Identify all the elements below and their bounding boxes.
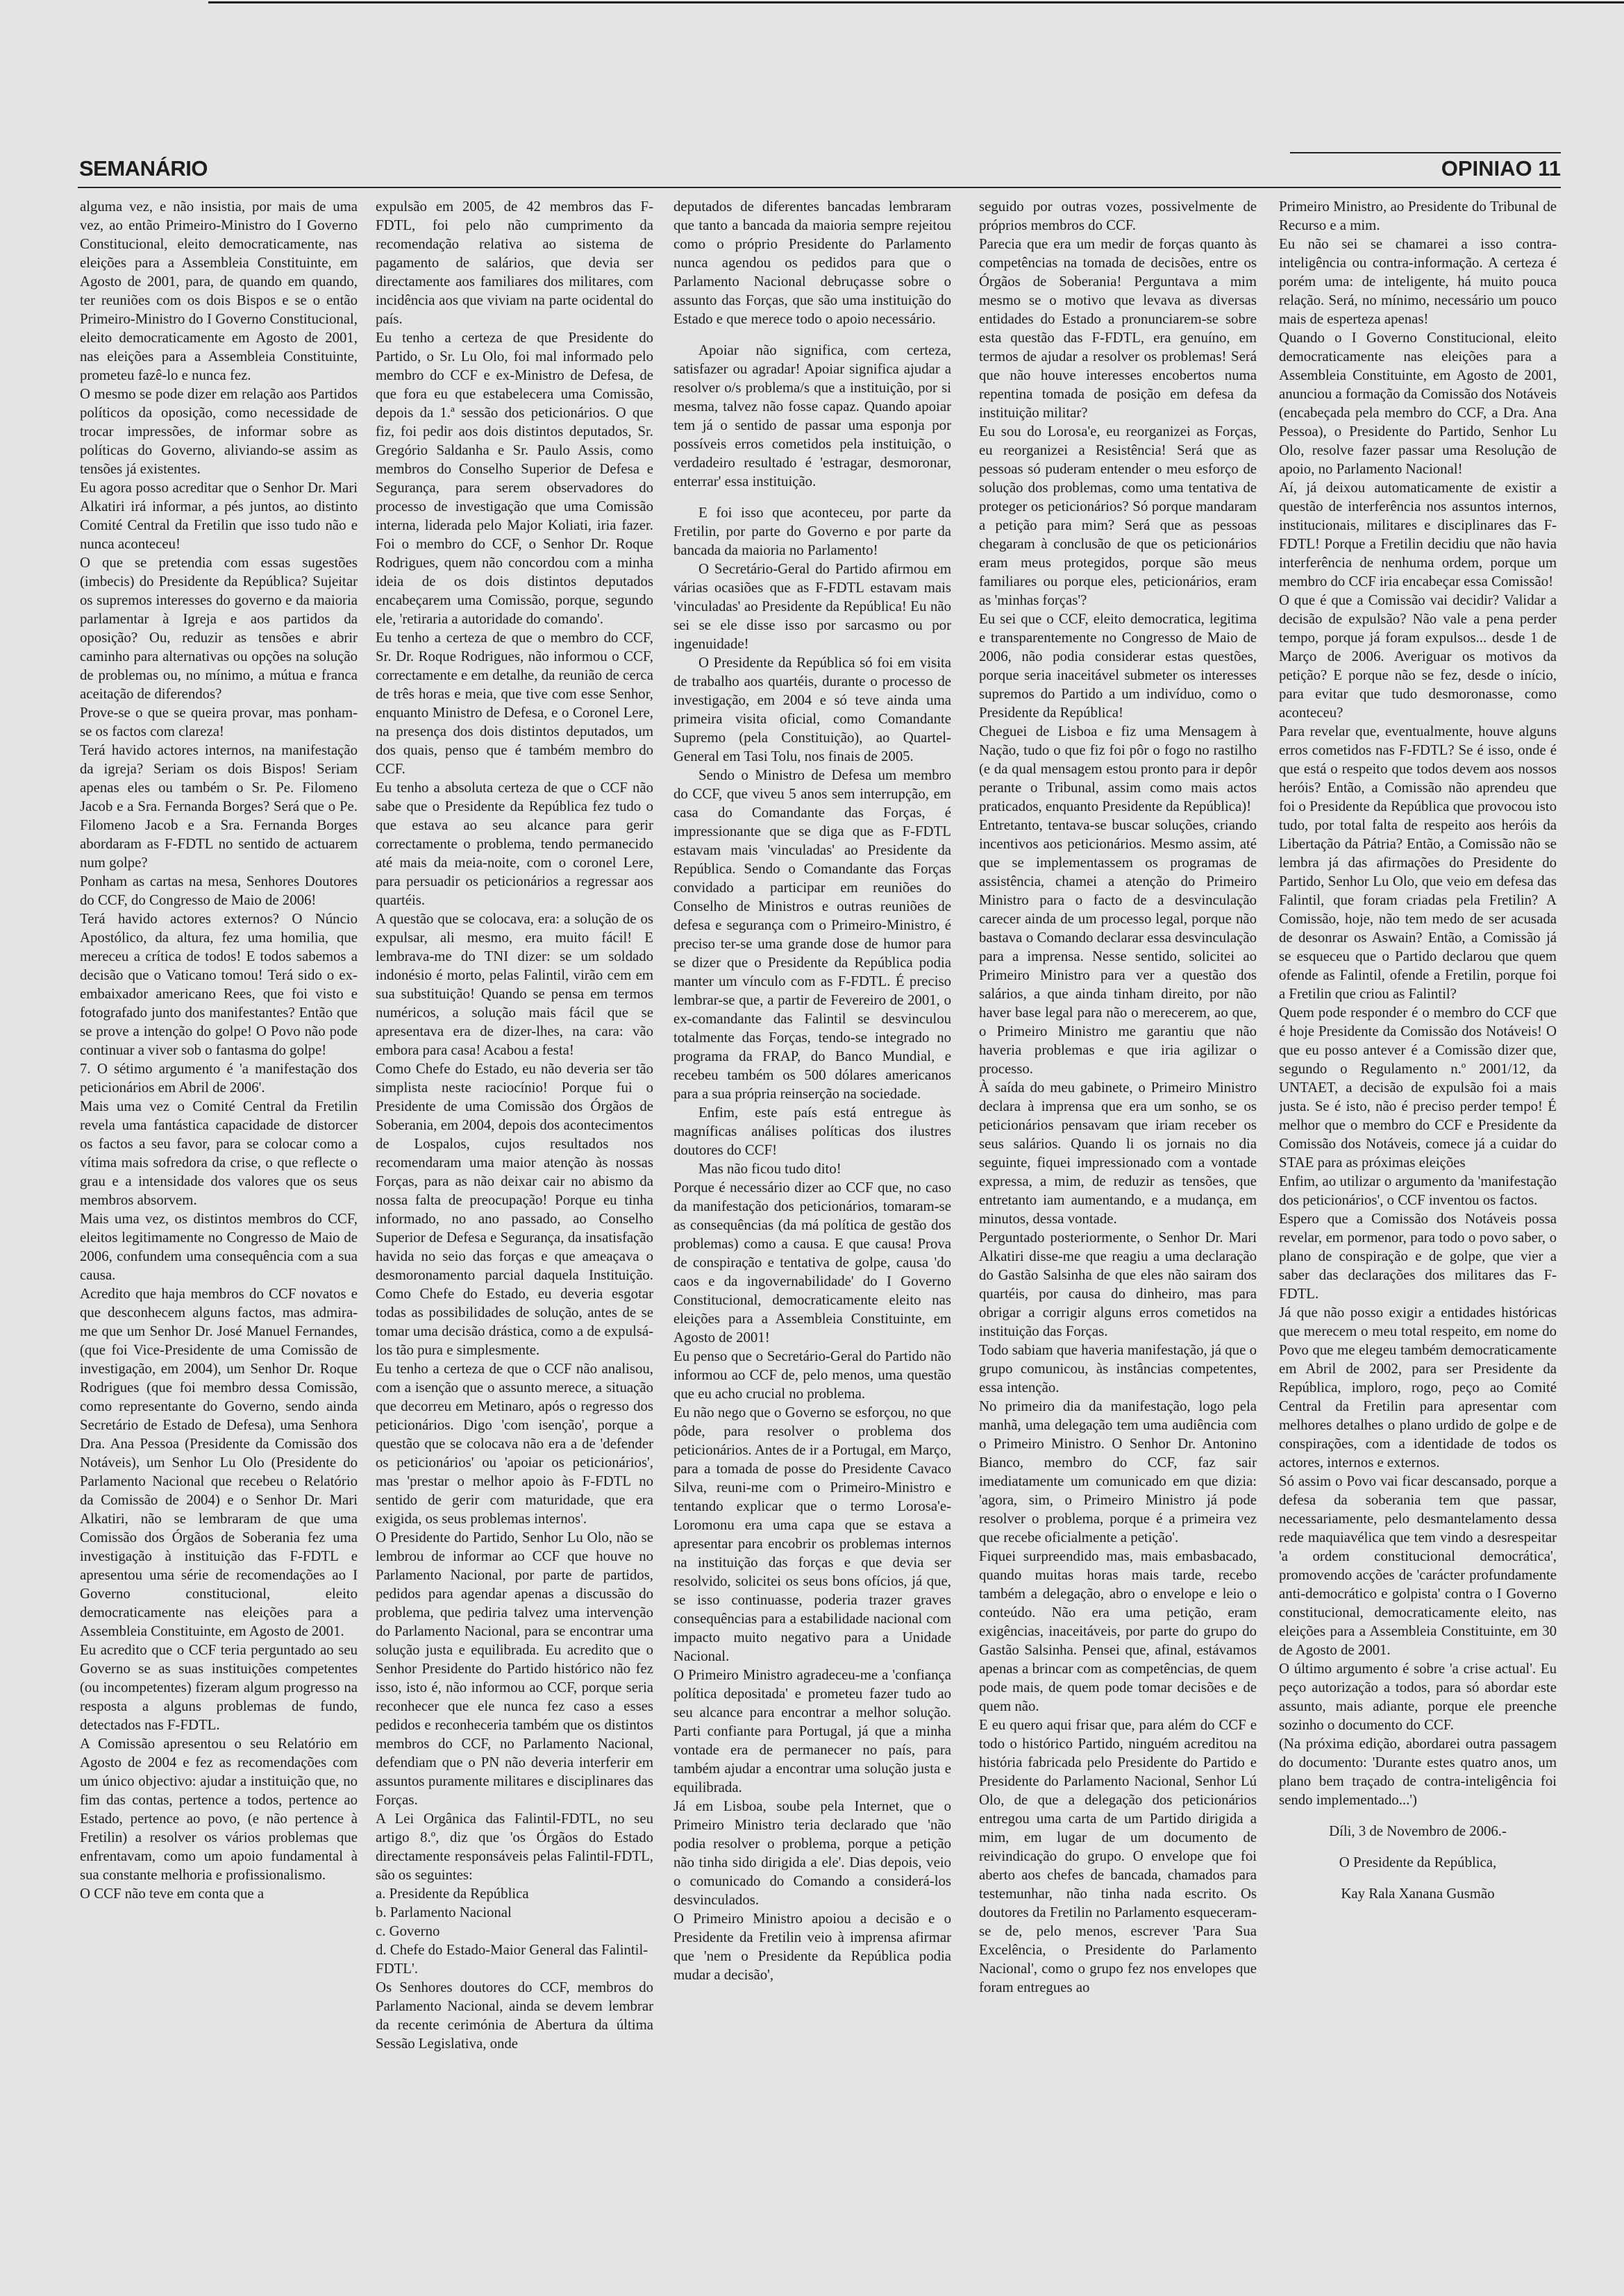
paragraph: Enfim, ao utilizar o argumento da 'manifestação dos peticionários', o CCF inventou os factos. — [1279, 1173, 1557, 1208]
paragraph: E eu quero aqui frisar que, para além do CCF e todo o histórico Partido, ninguém acreditou na história fabricada pelo Presidente do Partido e Presidente do Parlamento Nacional, Senhor Lú Olo, de que a delegação dos peticionários entregou uma carta de um Partido dirigida a mim, em lugar de um documento de reivindicação do grupo. O envelope que foi aberto aos chefes de bancada, chamados para testemunhar, não tinha nada escrito. Os doutores da Fretilin no Parlamento esqueceram-se de, pelo menos, escrever 'Para Sua Excelência, o Presidente do Parlamento Nacional', como o grupo fez nos envelopes que foram entregues ao — [979, 1717, 1257, 1995]
paragraph: Acredito que haja membros do CCF novatos e que desconhecem alguns factos, mas admira-me que um Senhor Dr. José Manuel Fernandes, (que foi Vice-Presidente de uma Comissão de investigação, em 2004), um Senhor Dr. Roque Rodrigues (que foi membro dessa Comissão, como representante do Governo, sendo ainda Secretário de Estado de Defesa), uma Senhora Dra. Ana Pessoa (Presidente da Comissão dos Notáveis), um Senhor Lu Olo (Presidente do Parlamento Nacional que recebeu o Relatório da Comissão de 2004) e o Senhor Dr. Mari Alkatiri, não se lembraram de que uma Comissão dos Órgãos de Soberania fez uma investigação à instituição das F-FDTL e apresentou uma série de recomendações ao I Governo constitucional, eleito democraticamente nas eleições para a Assembleia Constituinte, em Agosto de 2001. — [80, 1286, 358, 1639]
top-rule — [208, 1, 1624, 3]
paragraph: Eu tenho a certeza de que o CCF não analisou, com a isenção que o assunto merece, a situação que decorreu em Metinaro, após o regresso dos peticionários. Digo 'com isenção', porque a questão que se colocava não era a de 'defender os peticionários' ou 'apoiar os peticionários', mas 'prestar o melhor apoio às F-FDTL no sentido de gerir com maturidade, que era exigida, os seus problemas internos'. — [376, 1361, 653, 1527]
paragraph: Mas não ficou tudo dito! — [698, 1161, 842, 1177]
paragraph: Eu tenho a certeza de que Presidente do Partido, o Sr. Lu Olo, foi mal informado pelo membro do CCF e ex-Ministro de Defesa, de que fora eu que estabelecera uma Comissão, depois da 1.ª sessão dos peticionários. O que fiz, foi pedir aos dois distintos deputados, Sr. Gregório Saldanha e Sr. Paulo Assis, como membros do Conselho Superior de Defesa e Segurança, para serem observadores do processo de investigação que uma Comissão interna, liderada pelo Major Koliati, iria fazer. Foi o membro do CCF, o Senhor Dr. Roque Rodrigues, quem não concordou com a minha ideia de os dois distintos deputados encabeçarem uma Comissão, porque, segundo ele, 'retiraria a autoridade do comando'. — [376, 330, 653, 627]
paragraph: Parecia que era um medir de forças quanto às competências na tomada de decisões, entre os Órgãos de Soberania! Perguntava a mim mesmo se o motivo que levava as diversas entidades do Estado a pronunciarem-se sobre esta questão das F-FDTL, era genuíno, em termos de ajudar a resolver os problemas! Será que não houve interesses encobertos numa repentina tomada de posição em defesa da instituição militar? — [979, 236, 1257, 421]
text-column-5 — [1279, 197, 1557, 2252]
paragraph: Entretanto, tentava-se buscar soluções, criando incentivos aos peticionários. Mesmo assim, até que se implementassem os programas de assistência, chamei a atenção do Primeiro Ministro para o facto de a desvinculação carecer ainda de um processo legal, porque não bastava o Comando declarar essa desvinculação para a imprensa. Nesse sentido, solicitei ao Primeiro Ministro para ver a questão dos salários, a que ainda tinham direito, por não haver base legal para não o merecerem, ao que, o Primeiro Ministro me garantiu que não haveria problemas e que iria agilizar o processo. — [979, 817, 1257, 1077]
paragraph: d. Chefe do Estado-Maior General das Falintil-FDTL'. — [376, 1942, 648, 1977]
paragraph: Prove-se o que se queira provar, mas ponham-se os factos com clareza! — [80, 705, 358, 739]
section-page-label: OPINIAO 11 — [1441, 156, 1561, 181]
paragraph: Eu penso que o Secretário-Geral do Partido não informou ao CCF de, pelo menos, uma questão que eu acho crucial no problema. — [673, 1348, 951, 1402]
paragraph: A questão que se colocava, era: a solução de os expulsar, ali mesmo, era muito fácil! E lembrava-me do TNI dizer: se um soldado indonésio é morto, pelas Falintil, virão cem em sua substituição! Quando se pensa em termos numéricos, a solução mais fácil que se apresentava era de dizer-lhes, na cara: vão embora para casa! Acabou a festa! — [376, 911, 653, 1058]
text-column-1 — [80, 197, 358, 2252]
paragraph: 7. O sétimo argumento é 'a manifestação dos peticionários em Abril de 2006'. — [80, 1061, 358, 1096]
paragraph: b. Parlamento Nacional — [376, 1904, 512, 1920]
paragraph: Eu não nego que o Governo se esforçou, no que pôde, para resolver o problema dos peticionários. Antes de ir a Portugal, em Março, para a tomada de posse do Presidente Cavaco Silva, reuni-me com o Primeiro-Ministro e tentando explicar que o termo Lorosa'e-Loromonu era uma capa que se estava a apresentar para encobrir os problemas internos na instituição das forças e que devia ser resolvido, solicitei os seus bons ofícios, já que, se isso continuasse, poderia trazer graves consequências para a estabilidade nacional com impacto muito negativo para a Unidade Nacional. — [673, 1405, 951, 1664]
paragraph: c. Governo — [376, 1923, 440, 1939]
page-header — [78, 156, 1561, 187]
paragraph: (Na próxima edição, abordarei outra passagem do documento: 'Durante estes quatro anos, um plano bem traçado de contra-inteligência foi sendo implementado...') — [1279, 1736, 1557, 1808]
paragraph: Sendo o Ministro de Defesa um membro do CCF, que viveu 5 anos sem interrupção, em casa do Comandante das Forças, é impressionante que se diga que as F-FDTL estavam mais 'vinculadas' ao Presidente da República. Sendo o Comandante das Forças convidado a participar em reuniões do Conselho de Ministros e outras reuniões de defesa e segurança com o Primeiro-Ministro, é preciso ter-se uma grande dose de humor para se dizer que o Presidente da República podia manter um vínculo com as F-FDTL. É preciso lembrar-se que, a partir de Fevereiro de 2001, o ex-comandante das Falintil se desvinculou totalmente das Forças, tendo-se integrado no programa da FRAP, do Banco Mundial, e recebeu também os 500 dólares americanos para a sua própria reinserção na sociedade. — [673, 767, 951, 1102]
paragraph: E foi isso que aconteceu, por parte da Fretilin, por parte do Governo e por parte da bancada da maioria no Parlamento! — [673, 505, 951, 558]
paragraph: Mais uma vez o Comité Central da Fretilin revela uma fantástica capacidade de distorcer os factos a seu favor, para se colocar como a vítima mais sofredora da crise, o que reflecte o grau e a intensidade dos valores que os seus membros absorvem. — [80, 1098, 358, 1208]
paragraph: Fiquei surpreendido mas, mais embasbacado, quando muitas horas mais tarde, recebo também a delegação, abro o envelope e leio o conteúdo. Não era uma petição, eram exigências, inaceitáveis, por parte do grupo do Gastão Salsinha. Pensei que, afinal, estávamos apenas a brincar com as competências, de quem pode mais, de quem pode tomar decisões e de quem não. — [979, 1548, 1257, 1714]
paragraph: Primeiro Ministro, ao Presidente do Tribunal de Recurso e a mim. — [1279, 199, 1557, 233]
paragraph: No primeiro dia da manifestação, logo pela manhã, uma delegação tem uma audiência com o Primeiro Ministro. O Senhor Dr. Antonino Bianco, membro do CCF, faz sair imediatamente um comunicado em que dizia: 'agora, sim, o Primeiro Ministro já pode resolver o problema, porque é a primeira vez que recebe oficialmente a petição'. — [979, 1398, 1257, 1545]
paragraph: Já em Lisboa, soube pela Internet, que o Primeiro Ministro teria declarado que 'não podia resolver o problema, porque a petição não tinha sido dirigida a ele'. Dias depois, veio o comunicado do Comando a considerá-los desvinculados. — [673, 1798, 951, 1908]
section-rule — [1290, 152, 1561, 153]
paragraph: Os Senhores doutores do CCF, membros do Parlamento Nacional, ainda se devem lembrar da recente cerimónia de Abertura da última Sessão Legislativa, onde — [376, 1979, 653, 2052]
paragraph: O que se pretendia com essas sugestões (imbecis) do Presidente da República? Sujeitar os supremos interesses do governo e da maioria parlamentar à Igreja e aos partidos da oposição? Ou, reduzir as tensões e abrir caminho para alternativas ou opções na solução de problemas ou, no mínimo, a mútua e franca aceitação de diferendos? — [80, 555, 358, 702]
paragraph: O Presidente da República, — [1339, 1854, 1497, 1870]
paragraph: expulsão em 2005, de 42 membros das F-FDTL, foi pelo não cumprimento da recomendação relativa ao sistema de pagamento de salários, que devia ser directamente aos familiares dos militares, com incidência aos que viviam na parte ocidental do país. — [376, 199, 653, 327]
paragraph: Eu agora posso acreditar que o Senhor Dr. Mari Alkatiri irá informar, a pés juntos, ao distinto Comité Central da Fretilin que isso tudo não e nunca aconteceu! — [80, 480, 358, 552]
paragraph: Ponham as cartas na mesa, Senhores Doutores do CCF, do Congresso de Maio de 2006! — [80, 873, 358, 908]
paragraph: Só assim o Povo vai ficar descansado, porque a defesa da soberania tem que passar, necessariamente, pelo desmantelamento dessa rede maquiavélica que tem vindo a desrespeitar 'a ordem constitucional democrática', promovendo acções de 'carácter profundamente anti-democrático e golpista' contra o I Governo constitucional, democraticamente eleito, nas eleições para a Assembleia Constituinte, em 30 de Agosto de 2001. — [1279, 1473, 1557, 1658]
paragraph: O mesmo se pode dizer em relação aos Partidos políticos da oposição, como necessidade de trocar impressões, de informar sobre as políticas do Governo, aliviando-se assim as tensões já existentes. — [80, 386, 358, 477]
text-column-2 — [376, 197, 653, 2252]
paragraph: seguido por outras vozes, possivelmente de próprios membros do CCF. — [979, 199, 1257, 233]
paragraph: O Secretário-Geral do Partido afirmou em várias ocasiões que as F-FDTL estavam mais 'vinculadas' ao Presidente da República! Eu não sei se ele disse isso por sarcasmo ou por ingenuidade! — [673, 561, 951, 652]
paragraph: Terá havido actores internos, na manifestação da igreja? Seriam os dois Bispos! Seriam apenas eles ou também o Sr. Pe. Filomeno Jacob e a Sra. Fernanda Borges? Será que o Pe. Filomeno Jacob e a Sra. Fernanda Borges abordaram as F-FDTL no sentido de actuarem num golpe? — [80, 742, 358, 871]
paragraph: O último argumento é sobre 'a crise actual'. Eu peço autorização a todos, para só abordar este assunto, mais adiante, porque ele preenche sozinho o documento do CCF. — [1279, 1661, 1557, 1733]
paragraph: Quando o I Governo Constitucional, eleito democraticamente nas eleições para a Assembleia Constituinte, em Agosto de 2001, anunciou a formação da Comissão dos Notáveis (encabeçada pela membro do CCF, a Dra. Ana Pessoa), o Presidente do Partido, Senhor Lu Olo, resolve fazer passar uma Resolução de apoio, no Parlamento Nacional! — [1279, 330, 1557, 477]
paragraph: Eu tenho a absoluta certeza de que o CCF não sabe que o Presidente da República fez tudo o que estava ao seu alcance para gerir correctamente o problema, tendo permanecido até mais da meia-noite, com o coronel Lere, para persuadir os peticionários a regressar aos quartéis. — [376, 780, 653, 908]
paragraph: A Comissão apresentou o seu Relatório em Agosto de 2004 e fez as recomendações com um único objectivo: ajudar a instituição que, no fim das contas, pertence a todos, pertence ao Estado, pertence ao povo, (e não pertence à Fretilin) a resolver os vários problemas que enfrentavam, como um apoio fundamental à sua constante melhoria e profissionalismo. — [80, 1736, 358, 1883]
paragraph: Porque é necessário dizer ao CCF que, no caso da manifestação dos peticionários, tomaram-se as consequências (da má política de gestão dos problemas) como a causa. E que causa! Prova de conspiração e tentativa de golpe, causa 'do caos e da ingovernabilidade' do I Governo Constitucional, democraticamente eleito nas eleições para a Assembleia Constituinte, em Agosto de 2001! — [673, 1180, 951, 1346]
paragraph: Eu não sei se chamarei a isso contra-inteligência ou contra-informação. A certeza é porém uma: de inteligente, há muito pouca relação. Será, no mínimo, necessário um pouco mais de esperteza apenas! — [1279, 236, 1557, 327]
paragraph: O CCF não teve em conta que a — [80, 1886, 265, 1902]
text-column-4 — [979, 197, 1257, 2252]
paragraph: Eu tenho a certeza de que o membro do CCF, Sr. Dr. Roque Rodrigues, não informou o CCF, correctamente e em detalhe, da reunião de cerca de três horas e meia, que tive com esse Senhor, enquanto Ministro de Defesa, e o Coronel Lere, na presença dos dois distintos deputados, um dos quais, penso que é também membro do CCF. — [376, 630, 653, 777]
paragraph: Apoiar não significa, com certeza, satisfazer ou agradar! Apoiar significa ajudar a resolver o/s problema/s que a instituição, por si mesma, talvez não fosse capaz. Quando apoiar tem já o sentido de passar uma esponja por possíveis erros cometidos pela instituição, o verdadeiro resultado é 'estragar, desmoronar, enterrar' essa instituição. — [673, 342, 951, 489]
paragraph: O Primeiro Ministro apoiou a decisão e o Presidente da Fretilin veio à imprensa afirmar que 'nem o Presidente da República podia mudar a decisão', — [673, 1911, 951, 1983]
paragraph: Eu sei que o CCF, eleito democratica, legitima e transparentemente no Congresso de Maio de 2006, não podia considerar estas questões, porque seria inaceitável submeter os interesses supremos do Partido a um indivíduo, como o Presidente da República! — [979, 611, 1257, 721]
paragraph: A Lei Orgânica das Falintil-FDTL, no seu artigo 8.º, diz que 'os Órgãos do Estado directamente responsáveis pelas Falintil-FDTL, são os seguintes: — [376, 1811, 653, 1883]
paragraph: Eu acredito que o CCF teria perguntado ao seu Governo se as suas instituições competentes (ou incompetentes) fizeram algum progresso na resposta a alguns problemas de fundo, detectados nas F-FDTL. — [80, 1642, 358, 1733]
paragraph: Todo sabiam que haveria manifestação, já que o grupo comunicou, às instâncias competentes, essa intenção. — [979, 1342, 1257, 1396]
paragraph: Perguntado posteriormente, o Senhor Dr. Mari Alkatiri disse-me que reagiu a uma declaração do Gastão Salsinha de que eles não sairam dos quartéis, por causa do dinheiro, mas para obrigar a corrigir alguns erros cometidos na instituição das Forças. — [979, 1230, 1257, 1339]
paragraph: Como Chefe do Estado, eu não deveria ser tão simplista neste raciocínio! Porque fui o Presidente de uma Comissão dos Órgãos de Soberania, em 2004, depois dos acontecimentos de Lospalos, cujos resultados nos recomendaram uma maior atenção às nossas Forças, para as não deixar cair no abismo da nossa falta de preocupação! Porque eu tinha informado, no ano passado, ao Conselho Superior de Defesa e Segurança, da insatisfação havida no seio das forças e que ameaçava o desmoronamento parcial daquela Instituição. Como Chefe do Estado, eu deveria esgotar todas as possibilidades de solução, antes de se tomar uma decisão drástica, como a de expulsá-los tão pura e simplesmente. — [376, 1061, 653, 1358]
paragraph: Mais uma vez, os distintos membros do CCF, eleitos legitimamente no Congresso de Maio de 2006, confundem uma consequência com a sua causa. — [80, 1211, 358, 1283]
paragraph: O Presidente da República só foi em visita de trabalho aos quartéis, durante o processo de investigação, em 2004 e só teve ainda uma primeira visita oficial, como Comandante Supremo (pela Constituição), ao Quartel-General em Tasi Tolu, nos finais de 2005. — [673, 655, 951, 764]
paragraph: O que é que a Comissão vai decidir? Validar a decisão de expulsão? Não vale a pena perder tempo, porque já foram expulsos... desde 1 de Março de 2006. Averiguar os motivos da petição? E porque não se fez, desde o início, para evitar que tudo desmoronasse, como aconteceu? — [1279, 592, 1557, 721]
paragraph: Terá havido actores externos? O Núncio Apostólico, da altura, fez uma homilia, que mereceu a crítica de todos! E todos sabemos a decisão que o Vaticano tomou! Terá sido o ex-embaixador americano Rees, que foi visto e fotografado junto dos manifestantes? Então que se prove a intenção do golpe! O Povo não pode continuar a viver sob o fantasma do golpe! — [80, 911, 358, 1058]
paragraph: Cheguei de Lisboa e fiz uma Mensagem à Nação, tudo o que fiz foi pôr o fogo no rastilho (e da qual mensagem estou pronto para ir depôr perante o Tribunal, assim como mais actos praticados, enquanto Presidente da República)! — [979, 723, 1257, 814]
header-rule — [78, 187, 1561, 188]
masthead-title: SEMANÁRIO — [79, 156, 208, 181]
paragraph: Espero que a Comissão dos Notáveis possa revelar, em pormenor, para todo o povo saber, o plano de conspiração e de golpe, que vier a saber das declarações dos militares das F-FDTL. — [1279, 1211, 1557, 1302]
paragraph: alguma vez, e não insistia, por mais de uma vez, ao então Primeiro-Ministro do I Governo Constitucional, eleito democraticamente, nas eleições para a Assembleia Constituinte, em Agosto de 2001, para, de quando em quando, ter reuniões com os dois Bispos e se o então Primeiro-Ministro do I Governo Constitucional, eleito democraticamente em Agosto de 2001, nas eleições para a Assembleia Constituinte, prometeu fazê-lo e nunca fez. — [80, 199, 358, 383]
paragraph: Díli, 3 de Novembro de 2006.- — [1329, 1823, 1507, 1839]
text-column-3 — [673, 197, 951, 2252]
paragraph: Enfim, este país está entregue às magníficas análises políticas dos ilustres doutores do CCF! — [673, 1105, 951, 1158]
paragraph: Eu sou do Lorosa'e, eu reorganizei as Forças, eu reorganizei a Resistência! Será que as pessoas só puderam entender o meu esforço de solução dos problemas, como uma tentativa de proteger os peticionários? Só porque mandaram a petição para mim? Será que as pessoas chegaram à conclusão de que os peticionários eram meus protegidos, porque são meus familiares ou porque eles, peticionários, eram as 'minhas forças'? — [979, 424, 1257, 608]
paragraph: O Primeiro Ministro agradeceu-me a 'confiança política depositada' e prometeu fazer tudo ao seu alcance para encontrar a melhor solução. Parti confiante para Portugal, já que a minha vontade era de permanecer no país, para também ajudar a encontrar uma solução justa e equilibrada. — [673, 1667, 951, 1795]
paragraph: À saída do meu gabinete, o Primeiro Ministro declara à imprensa que era um sonho, se os peticionários pensavam que iriam receber os seus salários. Quando li os jornais no dia seguinte, fiquei impressionado com a vontade expressa, a mim, de reduzir as tensões, que entretanto iam aumentando, e a mudança, em minutos, dessa vontade. — [979, 1080, 1257, 1227]
paragraph: a. Presidente da República — [376, 1886, 529, 1902]
paragraph: O Presidente do Partido, Senhor Lu Olo, não se lembrou de informar ao CCF que houve no Parlamento Nacional, por parte de partidos, pedidos para agendar apenas a discussão do problema, que pediria talvez uma intervenção do Parlamento Nacional, para se encontrar uma solução justa e equilibrada. Eu acredito que o Senhor Presidente do Partido histórico não fez isso, isto é, não informou ao CCF, porque seria reconhecer que ele nunca fez caso a esses pedidos e reconheceria também que os distintos membros do CCF, no Parlamento Nacional, defendiam que o PN não deveria interferir em assuntos puramente militares e disciplinares das Forças. — [376, 1530, 653, 1808]
paragraph: Já que não posso exigir a entidades históricas que merecem o meu total respeito, em nome do Povo que me elegeu também democraticamente em Abril de 2002, para ser Presidente da República, imploro, rogo, peço ao Comité Central da Fretilin para apresentar com melhores detalhes o plano urdido de golpe e de conspirações, com a identidade de todos os actores, internos e externos. — [1279, 1305, 1557, 1470]
paragraph: Quem pode responder é o membro do CCF que é hoje Presidente da Comissão dos Notáveis! O que eu posso antever é a Comissão dizer que, segundo o Regulamento n.º 2001/12, da UNTAET, a decisão de expulsão foi a mais justa. Se é isto, não é preciso perder tempo! É melhor que o membro do CCF e Presidente da Comissão dos Notáveis, comece já a cuidar do STAE para as próximas eleições — [1279, 1005, 1557, 1171]
paragraph: Aí, já deixou automaticamente de existir a questão de interferência nos assuntos internos, institucionais, militares e disciplinares das F-FDTL! Porque a Fretilin decidiu que não havia interferência de nenhuma ordem, porque um membro do CCF iria encabeçar essa Comissão! — [1279, 480, 1557, 589]
paragraph: Para revelar que, eventualmente, houve alguns erros cometidos nas F-FDTL? Se é isso, onde é que está o respeito que todos devem aos nossos heróis? Então, a Comissão não aprendeu que foi o Presidente da República que provocou isto tudo, por total falta de respeito aos heróis da Libertação da Pátria? Então, a Comissão não se lembra já das afirmações do Presidente do Partido, Senhor Lu Olo, que veio em defesa das Falintil, que foram criadas pela Fretilin? A Comissão, hoje, não tem medo de ser acusada de desonrar os Aswain? Então, a Comissão já se esqueceu que o Partido declarou que quem ofende as Falintil, ofende a Fretilin, porque foi a Fretilin que criou as Falintil? — [1279, 723, 1557, 1002]
paragraph: deputados de diferentes bancadas lembraram que tanto a bancada da maioria sempre rejeitou como o próprio Presidente do Parlamento nunca agendou os pedidos para que o Parlamento Nacional debruçasse sobre o assunto das Forças, que são uma instituição do Estado e que merece todo o apoio necessário. — [673, 199, 951, 327]
paragraph: Kay Rala Xanana Gusmão — [1341, 1886, 1495, 1902]
